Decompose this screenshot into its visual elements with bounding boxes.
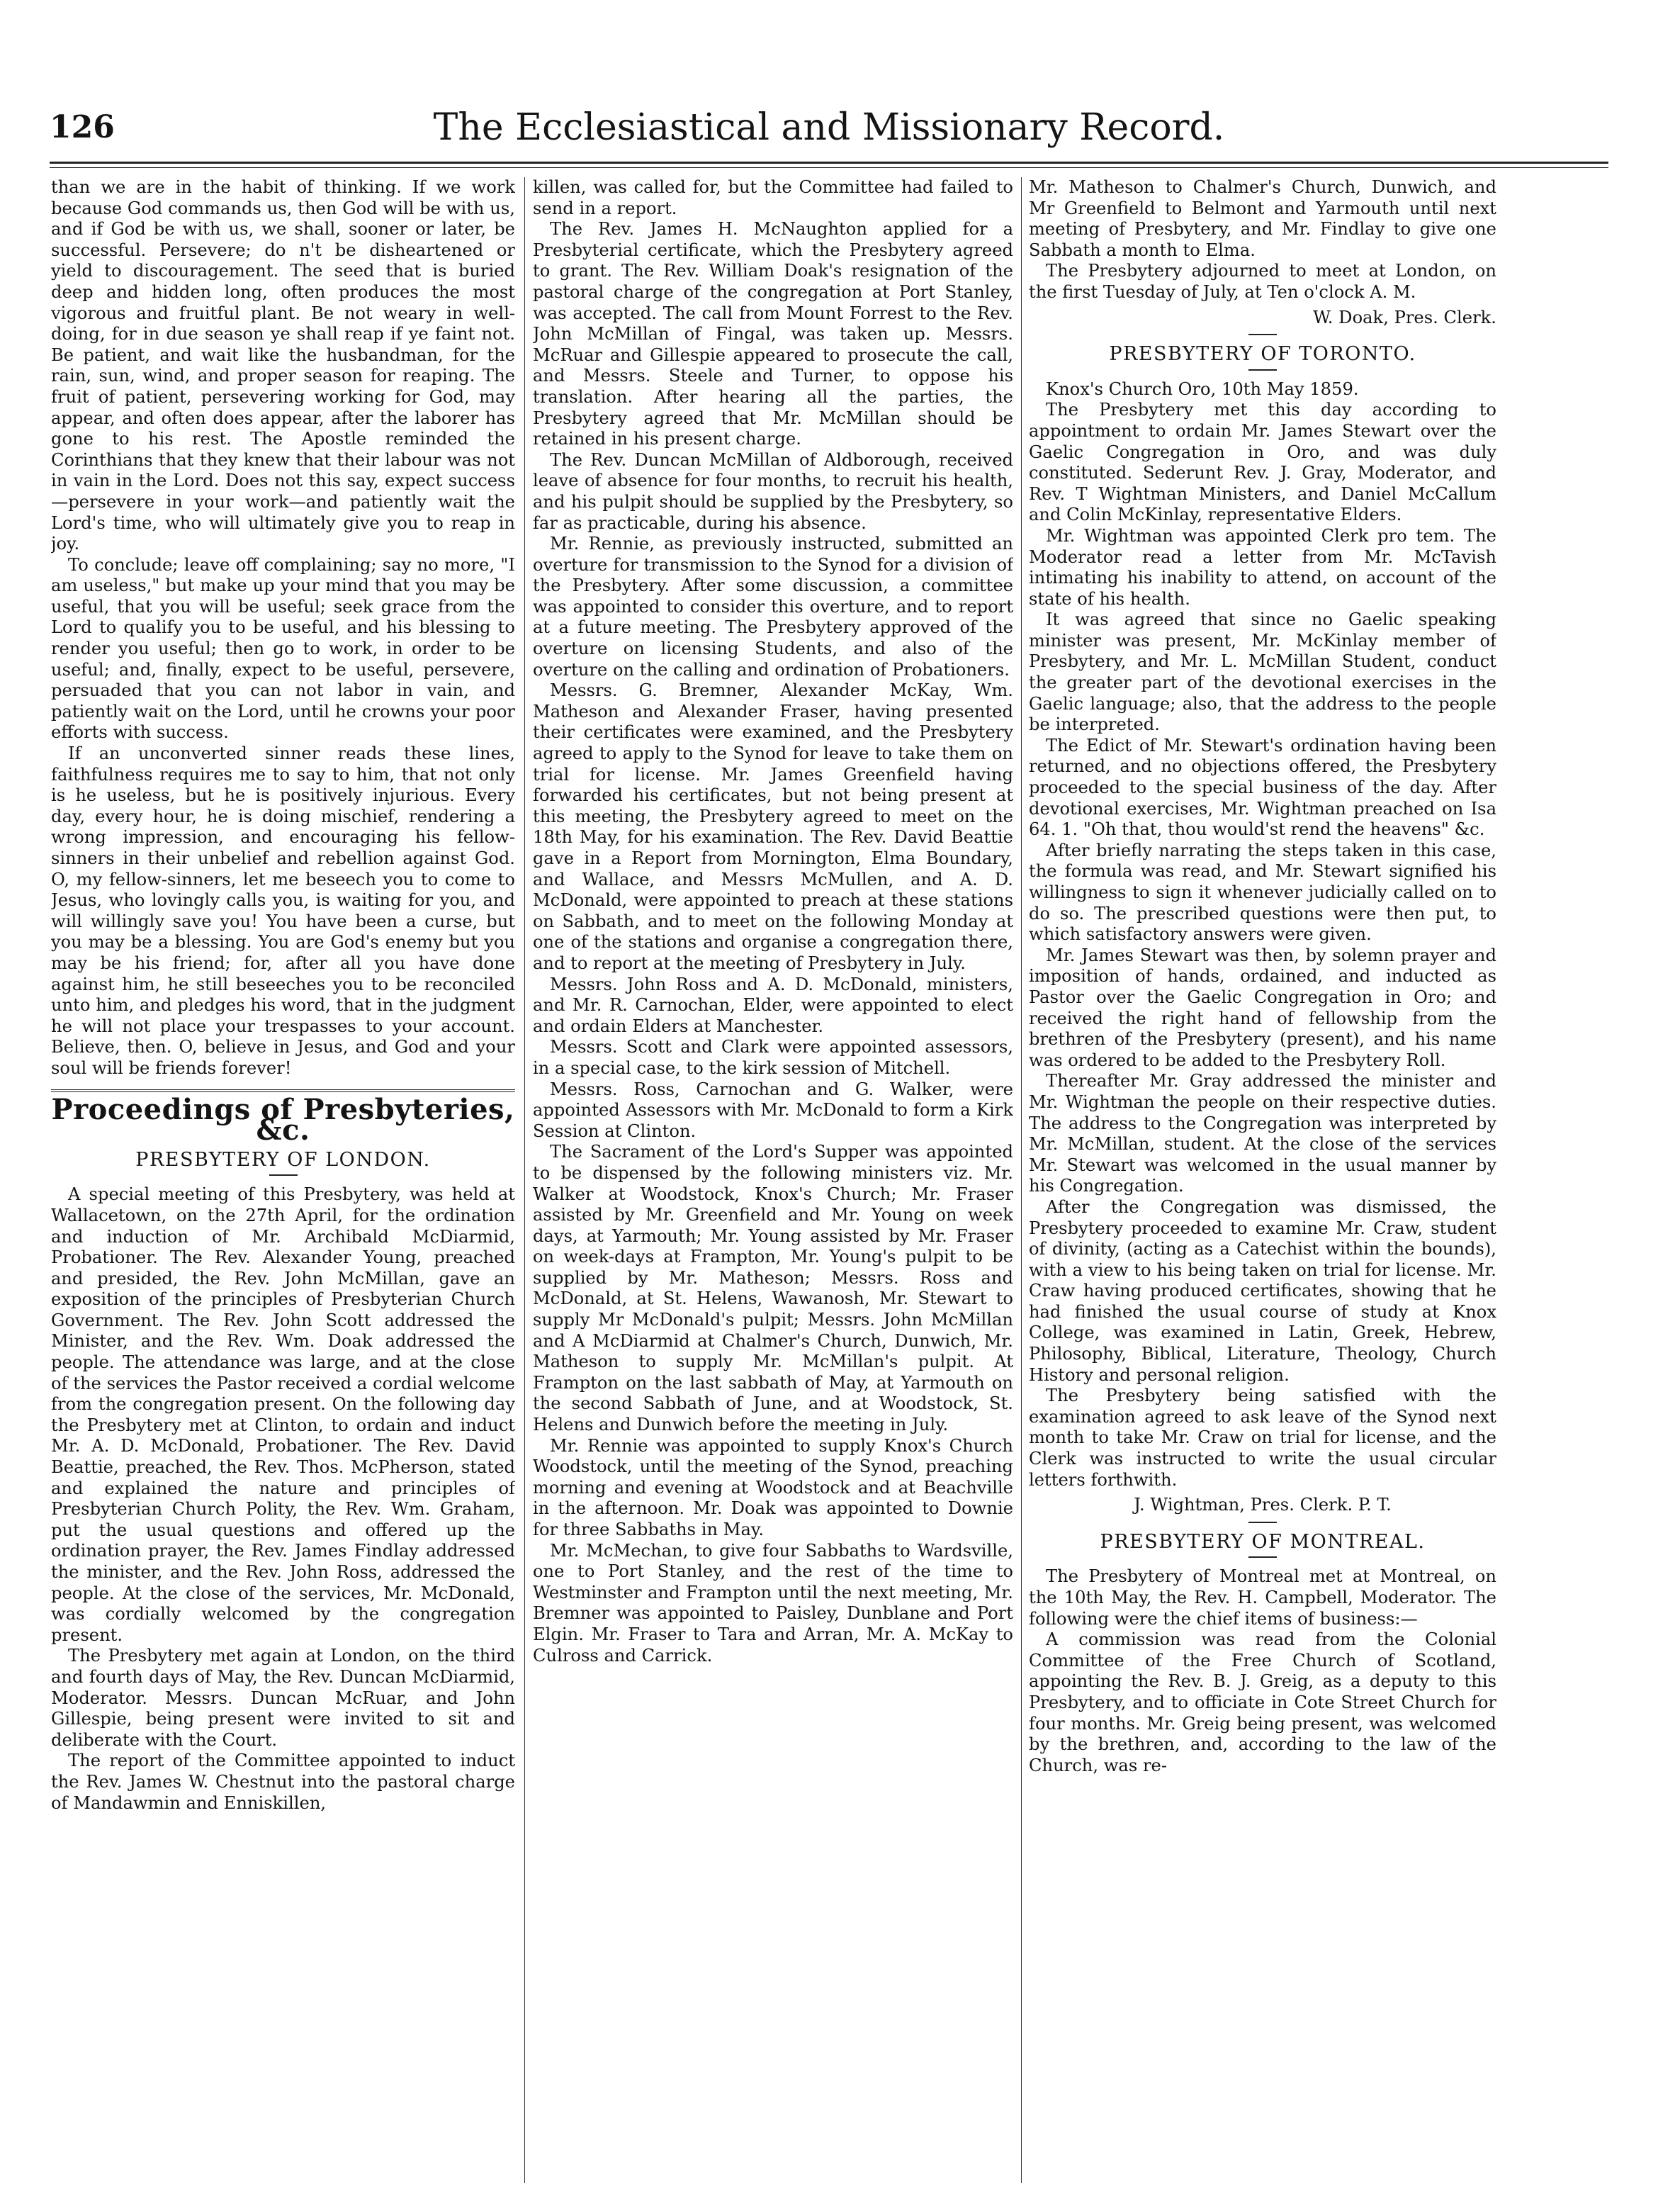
column-divider xyxy=(524,177,525,2183)
presbytery-heading: PRESBYTERY OF MONTREAL. xyxy=(1100,1530,1426,1553)
paragraph: To conclude; leave off complaining; say no more, "I am useless," but make up your mind that you may be useful, that you will be useful; seek grace from the Lord to qualify you to be useful, and his blessing to render you useful; then go to work, in order to be useful; and, finally, expect to be useful, persevere, persuaded that you can not labor in vain, and patiently wait on the Lord, until he crowns your poor efforts with success. xyxy=(51,554,515,743)
paragraph: Messrs. Ross, Carnochan and G. Walker, were appointed Assessors with Mr. McDonald to form a Kirk Session at Clinton. xyxy=(533,1079,1013,1141)
running-title: The Ecclesiastical and Missionary Record. xyxy=(433,106,1225,149)
paragraph: Mr. McMechan, to give four Sabbaths to Wardsville, one to Port Stanley, and the rest of the time to Westminster and Frampton until the next meeting, Mr. Bremner was appointed to Paisley, Dunblane and Port Elgin. Mr. Fraser to Tara and Arran, Mr. A. McKay to Culross and Carrick. xyxy=(533,1540,1013,1666)
paragraph: Messrs. John Ross and A. D. McDonald, ministers, and Mr. R. Carnochan, Elder, were appointed to elect and ordain Elders at Manchester. xyxy=(533,974,1013,1036)
paragraph: A commission was read from the Colonial Committee of the Free Church of Scotland, appointing the Rev. B. J. Greig, as a deputy to this Presbytery, and to officiate in Cote Street Church for four months. Mr. Greig being present, was welcomed by the brethren, and, according to the law of the Church, was re- xyxy=(1029,1629,1496,1775)
paragraph: The Presbytery of Montreal met at Montreal, on the 10th May, the Rev. H. Campbell, Moderator. The following were the chief items of business:— xyxy=(1029,1566,1496,1629)
short-divider xyxy=(1248,334,1277,335)
short-divider xyxy=(1248,1556,1277,1558)
column-1 xyxy=(51,177,515,2183)
paragraph: If an unconverted sinner reads these lines, faithfulness requires me to say to him, that not only is he useless, but he is positively injurious. Every day, every hour, he is doing mischief, rendering a wrong impression, and encouraging his fellow-sinners in their unbelief and rebellion against God. O, my fellow-sinners, let me beseech you to come to Jesus, who lovingly calls you, is waiting for you, and will willingly save you! You have been a curse, but you may be a blessing. You are God's enemy but you may be his friend; for, after all you have done against him, he still beseeches you to be reconciled unto him, and pledges his word, that in the judgment he will not place your trespasses to your account. Believe, then. O, believe in Jesus, and God and your soul will be friends forever! xyxy=(51,743,515,1078)
paragraph: The Rev. Duncan McMillan of Aldborough, received leave of absence for four months, to recruit his health, and his pulpit should be supplied by the Presbytery, so far as practicable, during his absence. xyxy=(533,449,1013,533)
paragraph: Mr. Wightman was appointed Clerk pro tem. The Moderator read a letter from Mr. McTavish intimating his inability to attend, on account of the state of his health. xyxy=(1029,525,1496,609)
paragraph: Mr. James Stewart was then, by solemn prayer and imposition of hands, ordained, and inducted as Pastor over the Gaelic Congregation in Oro; and received the right hand of fellowship from the brethren of the Presbytery (present), and his name was ordered to be added to the Presbytery Roll. xyxy=(1029,945,1496,1070)
paragraph: Messrs. G. Bremner, Alexander McKay, Wm. Matheson and Alexander Fraser, having presented their certificates were examined, and the Presbytery agreed to apply to the Synod for leave to take them on trial for license. Mr. James Greenfield having forwarded his certificates, but not being present at this meeting, the Presbytery agreed to meet on the 18th May, for his examination. The Rev. David Beattie gave in a Report from Mornington, Elma Boundary, and Wallace, and Messrs McMullen, and A. D. McDonald, were appointed to preach at these stations on Sabbath, and to meet on the following Monday at one of the stations and organise a congregation there, and to report at the meeting of Presbytery in July. xyxy=(533,680,1013,973)
paragraph: The Presbytery adjourned to meet at London, on the first Tuesday of July, at Ten o'clock A. M. xyxy=(1029,261,1496,302)
presbytery-heading: PRESBYTERY OF LONDON. xyxy=(135,1148,431,1171)
section-divider xyxy=(51,1089,515,1092)
section-heading: Proceedings of Presbyteries, &c. xyxy=(51,1092,515,1147)
paragraph: A special meeting of this Presbytery, was held at Wallacetown, on the 27th April, for the ordination and induction of Mr. Archibald McDiarmid, Probationer. The Rev. Alexander Young, preached and presided, the Rev. John McMillan, gave an exposition of the principles of Presbyterian Church Government. The Rev. John Scott addressed the Minister, and the Rev. Wm. Doak addressed the people. The attendance was large, and at the close of the services the Pastor received a cordial welcome from the congregation present. On the following day the Presbytery met at Clinton, to ordain and induct Mr. A. D. McDonald, Probationer. The Rev. David Beattie, preached, the Rev. Thos. McPherson, stated and explained the nature and principles of Presbyterian Church Polity, the Rev. Wm. Graham, put the usual questions and offered up the ordination prayer, the Rev. James Findlay addressed the minister, and the Rev. John Ross, addressed the people. At the close of the services, Mr. McDonald, was cordially welcomed by the congregation present. xyxy=(51,1184,515,1645)
column-3 xyxy=(1029,177,1496,2183)
short-divider xyxy=(1248,369,1277,371)
column-divider xyxy=(1021,177,1022,2183)
paragraph: After briefly narrating the steps taken in this case, the formula was read, and Mr. Stewart signified his willingness to sign it whenever judicially called on to do so. The prescribed questions were then put, to which satisfactory answers were given. xyxy=(1029,840,1496,945)
header-rule xyxy=(50,162,1608,168)
paragraph: Mr. Rennie was appointed to supply Knox's Church Woodstock, until the meeting of the Synod, preaching morning and evening at Woodstock and at Beachville in the afternoon. Mr. Doak was appointed to Downie for three Sabbaths in May. xyxy=(533,1435,1013,1539)
paragraph: After the Congregation was dismissed, the Presbytery proceeded to examine Mr. Craw, student of divinity, (acting as a Catechist within the bounds), with a view to his being taken on trial for license. Mr. Craw having produced certificates, showing that he had finished the usual course of study at Knox College, was examined in Latin, Greek, Hebrew, Philosophy, Biblical, Literature, Theology, Church History and personal religion. xyxy=(1029,1196,1496,1385)
paragraph: killen, was called for, but the Committee had failed to send in a report. xyxy=(533,177,1013,218)
signature: W. Doak, Pres. Clerk. xyxy=(1313,307,1496,327)
page-header xyxy=(50,106,1608,156)
paragraph: Messrs. Scott and Clark were appointed assessors, in a special case, to the kirk session of Mitchell. xyxy=(533,1037,1013,1078)
short-divider xyxy=(269,1174,298,1176)
paragraph: than we are in the habit of thinking. If we work because God commands us, then God will be with us, and if God be with us, we shall, sooner or later, be successful. Persevere; do n't be disheartened or yield to discouragement. The seed that is buried deep and hidden long, often produces the most vigorous and fruitful plant. Be not weary in well-doing, for in due season ye shall reap if ye faint not. Be patient, and wait like the husbandman, for the rain, sun, wind, and proper season for reaping. The fruit of patient, persevering working for God, may appear, and often does appear, after the laborer has gone to his rest. The Apostle reminded the Corinthians that they knew that their labour was not in vain in the Lord. Does not this say, expect success—persevere in your work—and patiently wait the Lord's time, who will ultimately give you to reap in joy. xyxy=(51,177,515,554)
column-2 xyxy=(533,177,1013,2183)
paragraph: The Edict of Mr. Stewart's ordination having been returned, and no objections offered, the Presbytery proceeded to the special business of the day. After devotional exercises, Mr. Wightman preached on Isa 64. 1. "Oh that, thou would'st rend the heavens" &c. xyxy=(1029,735,1496,840)
page-number: 126 xyxy=(50,109,115,145)
paragraph: The Presbytery met this day according to appointment to ordain Mr. James Stewart over the Gaelic Congregation in Oro, and was duly constituted. Sederunt Rev. J. Gray, Moderator, and Rev. T Wightman Ministers, and Daniel McCallum and Colin McKinlay, representative Elders. xyxy=(1029,400,1496,525)
paragraph: Mr. Matheson to Chalmer's Church, Dunwich, and Mr Greenfield to Belmont and Yarmouth until next meeting of Presbytery, and Mr. Findlay to give one Sabbath a month to Elma. xyxy=(1029,177,1496,260)
paragraph: The Sacrament of the Lord's Supper was appointed to be dispensed by the following ministers viz. Mr. Walker at Woodstock, Knox's Church; Mr. Fraser assisted by Mr. Greenfield and Mr. Young on week days, at Yarmouth; Mr. Young assisted by Mr. Fraser on week-days at Frampton, Mr. Young's pulpit to be supplied by Mr. Matheson; Messrs. Ross and McDonald, at St. Helens, Wawanosh, Mr. Stewart to supply Mr McDonald's pulpit; Messrs. John McMillan and A McDiarmid at Chalmer's Church, Dunwich, Mr. Matheson to supply Mr. McMillan's pulpit. At Frampton on the last sabbath of May, at Yarmouth on the second Sabbath of June, and at Woodstock, St. Helens and Dunwich before the meeting in July. xyxy=(533,1142,1013,1435)
paragraph: Thereafter Mr. Gray addressed the minister and Mr. Wightman the people on their respective duties. The address to the Congregation was interpreted by Mr. McMillan, student. At the close of the services Mr. Stewart was welcomed in the usual manner by his Congregation. xyxy=(1029,1071,1496,1196)
paragraph: The Rev. James H. McNaughton applied for a Presbyterial certificate, which the Presbytery agreed to grant. The Rev. William Doak's resignation of the pastoral charge of the congregation at Port Stanley, was accepted. The call from Mount Forrest to the Rev. John McMillan of Fingal, was taken up. Messrs. McRuar and Gillespie appeared to prosecute the call, and Messrs. Steele and Turner, to oppose his translation. After hearing all the parties, the Presbytery agreed that Mr. McMillan should be retained in his present charge. xyxy=(533,219,1013,449)
presbytery-heading: PRESBYTERY OF TORONTO. xyxy=(1109,343,1416,366)
paragraph: The Presbytery being satisfied with the examination agreed to ask leave of the Synod next month to take Mr. Craw on trial for license, and the Clerk was instructed to write the usual circular letters forthwith. xyxy=(1029,1386,1496,1490)
paragraph: The report of the Committee appointed to induct the Rev. James W. Chestnut into the pastoral charge of Mandawmin and Enniskillen, xyxy=(51,1751,515,1813)
paragraph: It was agreed that since no Gaelic speaking minister was present, Mr. McKinlay member of Presbytery, and Mr. L. McMillan Student, conduct the greater part of the devotional exercises in the Gaelic language; also, that the address to the people be interpreted. xyxy=(1029,610,1496,735)
dateline: Knox's Church Oro, 10th May 1859. xyxy=(1046,378,1359,399)
short-divider xyxy=(1248,1522,1277,1523)
paragraph: The Presbytery met again at London, on the third and fourth days of May, the Rev. Duncan McDiarmid, Moderator. Messrs. Duncan McRuar, and John Gillespie, being present were invited to sit and deliberate with the Court. xyxy=(51,1646,515,1750)
paragraph: Mr. Rennie, as previously instructed, submitted an overture for transmission to the Synod for a division of the Presbytery. After some discussion, a committee was appointed to consider this overture, and to report at a future meeting. The Presbytery approved of the overture on licensing Students, and also of the overture on the calling and ordination of Probationers. xyxy=(533,534,1013,680)
signature: J. Wightman, Pres. Clerk. P. T. xyxy=(1134,1495,1392,1515)
